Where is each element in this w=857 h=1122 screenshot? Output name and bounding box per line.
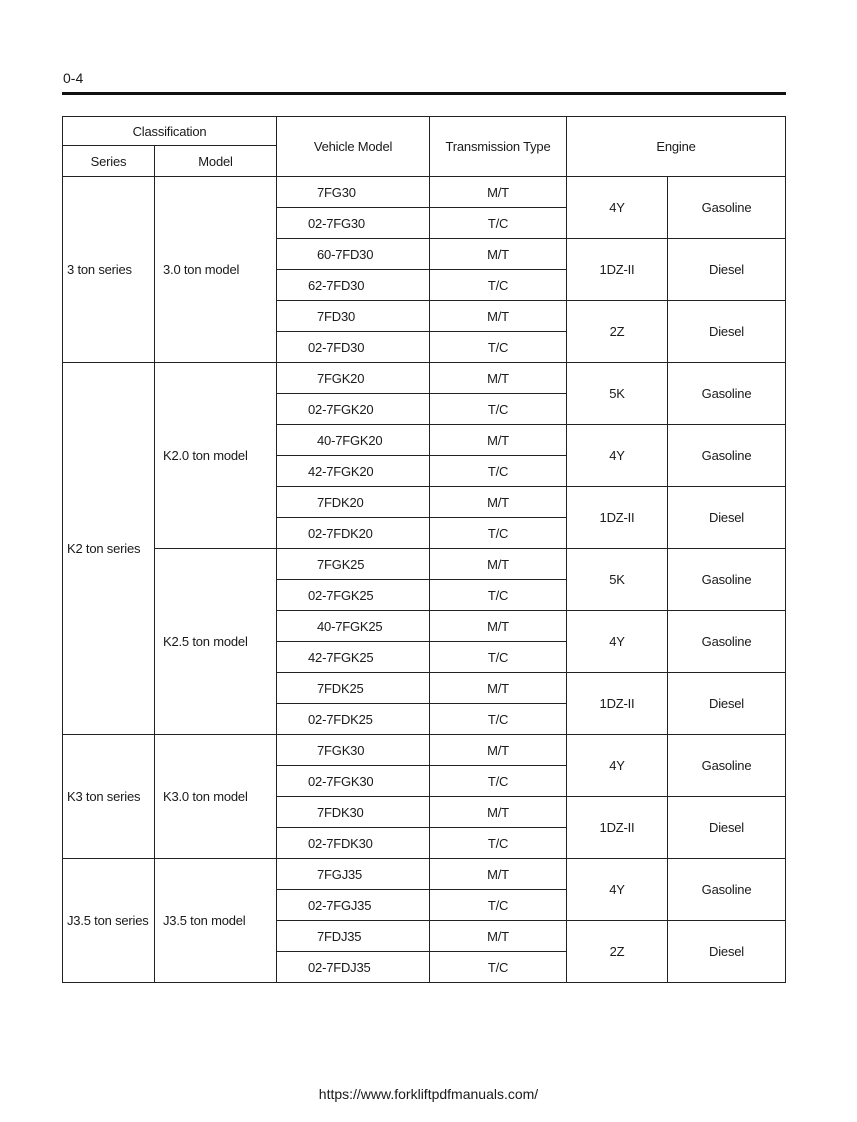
vehicle-model: 7FD30 — [277, 301, 430, 332]
vehicle-model: 42-7FGK25 — [277, 642, 430, 673]
engine-code: 4Y — [567, 425, 668, 487]
fuel-type: Gasoline — [668, 859, 786, 921]
vehicle-model: 02-7FDK25 — [277, 704, 430, 735]
model-name: K2.5 ton model — [155, 549, 277, 735]
transmission-type: M/T — [430, 859, 567, 890]
vehicle-model: 02-7FGJ35 — [277, 890, 430, 921]
vehicle-model: 40-7FGK25 — [277, 611, 430, 642]
fuel-type: Gasoline — [668, 549, 786, 611]
transmission-type: T/C — [430, 270, 567, 301]
table-row — [63, 549, 786, 580]
vehicle-model: 02-7FG30 — [277, 208, 430, 239]
transmission-type: T/C — [430, 828, 567, 859]
transmission-type: M/T — [430, 921, 567, 952]
transmission-type: T/C — [430, 394, 567, 425]
transmission-type: T/C — [430, 890, 567, 921]
fuel-type: Diesel — [668, 797, 786, 859]
transmission-type: M/T — [430, 487, 567, 518]
vehicle-model: 7FGK30 — [277, 735, 430, 766]
vehicle-model: 02-7FDK30 — [277, 828, 430, 859]
table-row — [63, 859, 786, 890]
engine-code: 1DZ-II — [567, 239, 668, 301]
fuel-type: Gasoline — [668, 735, 786, 797]
vehicle-model: 7FDK25 — [277, 673, 430, 704]
transmission-type: M/T — [430, 301, 567, 332]
model-name: J3.5 ton model — [155, 859, 277, 983]
vehicle-model: 02-7FDK20 — [277, 518, 430, 549]
fuel-type: Gasoline — [668, 611, 786, 673]
header-engine: Engine — [567, 117, 786, 177]
vehicle-model: 7FGK20 — [277, 363, 430, 394]
transmission-type: M/T — [430, 611, 567, 642]
engine-code: 5K — [567, 363, 668, 425]
footer-url: https://www.forkliftpdfmanuals.com/ — [318, 1086, 539, 1102]
fuel-type: Gasoline — [668, 363, 786, 425]
engine-code: 4Y — [567, 611, 668, 673]
header-model: Model — [155, 146, 277, 177]
transmission-type: T/C — [430, 704, 567, 735]
transmission-type: M/T — [430, 177, 567, 208]
vehicle-model: 7FG30 — [277, 177, 430, 208]
series-name: 3 ton series — [63, 177, 155, 363]
vehicle-model: 02-7FGK20 — [277, 394, 430, 425]
transmission-type: M/T — [430, 425, 567, 456]
transmission-type: M/T — [430, 239, 567, 270]
fuel-type: Diesel — [668, 673, 786, 735]
engine-code: 2Z — [567, 921, 668, 983]
transmission-type: T/C — [430, 518, 567, 549]
engine-code: 4Y — [567, 735, 668, 797]
engine-code: 1DZ-II — [567, 797, 668, 859]
page-number: 0-4 — [63, 70, 84, 86]
engine-code: 4Y — [567, 177, 668, 239]
transmission-type: T/C — [430, 642, 567, 673]
model-name: K3.0 ton model — [155, 735, 277, 859]
vehicle-model: 02-7FGK30 — [277, 766, 430, 797]
vehicle-model: 7FDK30 — [277, 797, 430, 828]
transmission-type: T/C — [430, 580, 567, 611]
transmission-type: T/C — [430, 456, 567, 487]
vehicle-model: 02-7FDJ35 — [277, 952, 430, 983]
vehicle-model: 7FGK25 — [277, 549, 430, 580]
table-row — [63, 735, 786, 766]
transmission-type: T/C — [430, 332, 567, 363]
series-name: K2 ton series — [63, 363, 155, 735]
transmission-type: M/T — [430, 363, 567, 394]
fuel-type: Gasoline — [668, 177, 786, 239]
vehicle-model: 02-7FGK25 — [277, 580, 430, 611]
transmission-type: T/C — [430, 766, 567, 797]
table-row — [63, 177, 786, 208]
vehicle-model: 62-7FD30 — [277, 270, 430, 301]
vehicle-model: 40-7FGK20 — [277, 425, 430, 456]
vehicle-model: 02-7FD30 — [277, 332, 430, 363]
series-name: J3.5 ton series — [63, 859, 155, 983]
header-classification: Classification — [63, 117, 277, 146]
series-name: K3 ton series — [63, 735, 155, 859]
fuel-type: Diesel — [668, 921, 786, 983]
transmission-type: M/T — [430, 797, 567, 828]
vehicle-model: 42-7FGK20 — [277, 456, 430, 487]
vehicle-model: 60-7FD30 — [277, 239, 430, 270]
transmission-type: M/T — [430, 549, 567, 580]
model-name: K2.0 ton model — [155, 363, 277, 549]
fuel-type: Diesel — [668, 301, 786, 363]
fuel-type: Diesel — [668, 239, 786, 301]
model-name: 3.0 ton model — [155, 177, 277, 363]
engine-code: 5K — [567, 549, 668, 611]
specification-table — [62, 116, 786, 983]
header-vehicle-model: Vehicle Model — [277, 117, 430, 177]
vehicle-model: 7FGJ35 — [277, 859, 430, 890]
transmission-type: M/T — [430, 673, 567, 704]
header-rule — [62, 92, 786, 95]
engine-code: 2Z — [567, 301, 668, 363]
fuel-type: Diesel — [668, 487, 786, 549]
transmission-type: T/C — [430, 952, 567, 983]
table-row — [63, 363, 786, 394]
transmission-type: T/C — [430, 208, 567, 239]
engine-code: 4Y — [567, 859, 668, 921]
header-transmission-type: Transmission Type — [430, 117, 567, 177]
fuel-type: Gasoline — [668, 425, 786, 487]
engine-code: 1DZ-II — [567, 487, 668, 549]
vehicle-model: 7FDK20 — [277, 487, 430, 518]
transmission-type: M/T — [430, 735, 567, 766]
engine-code: 1DZ-II — [567, 673, 668, 735]
vehicle-model: 7FDJ35 — [277, 921, 430, 952]
header-series: Series — [63, 146, 155, 177]
